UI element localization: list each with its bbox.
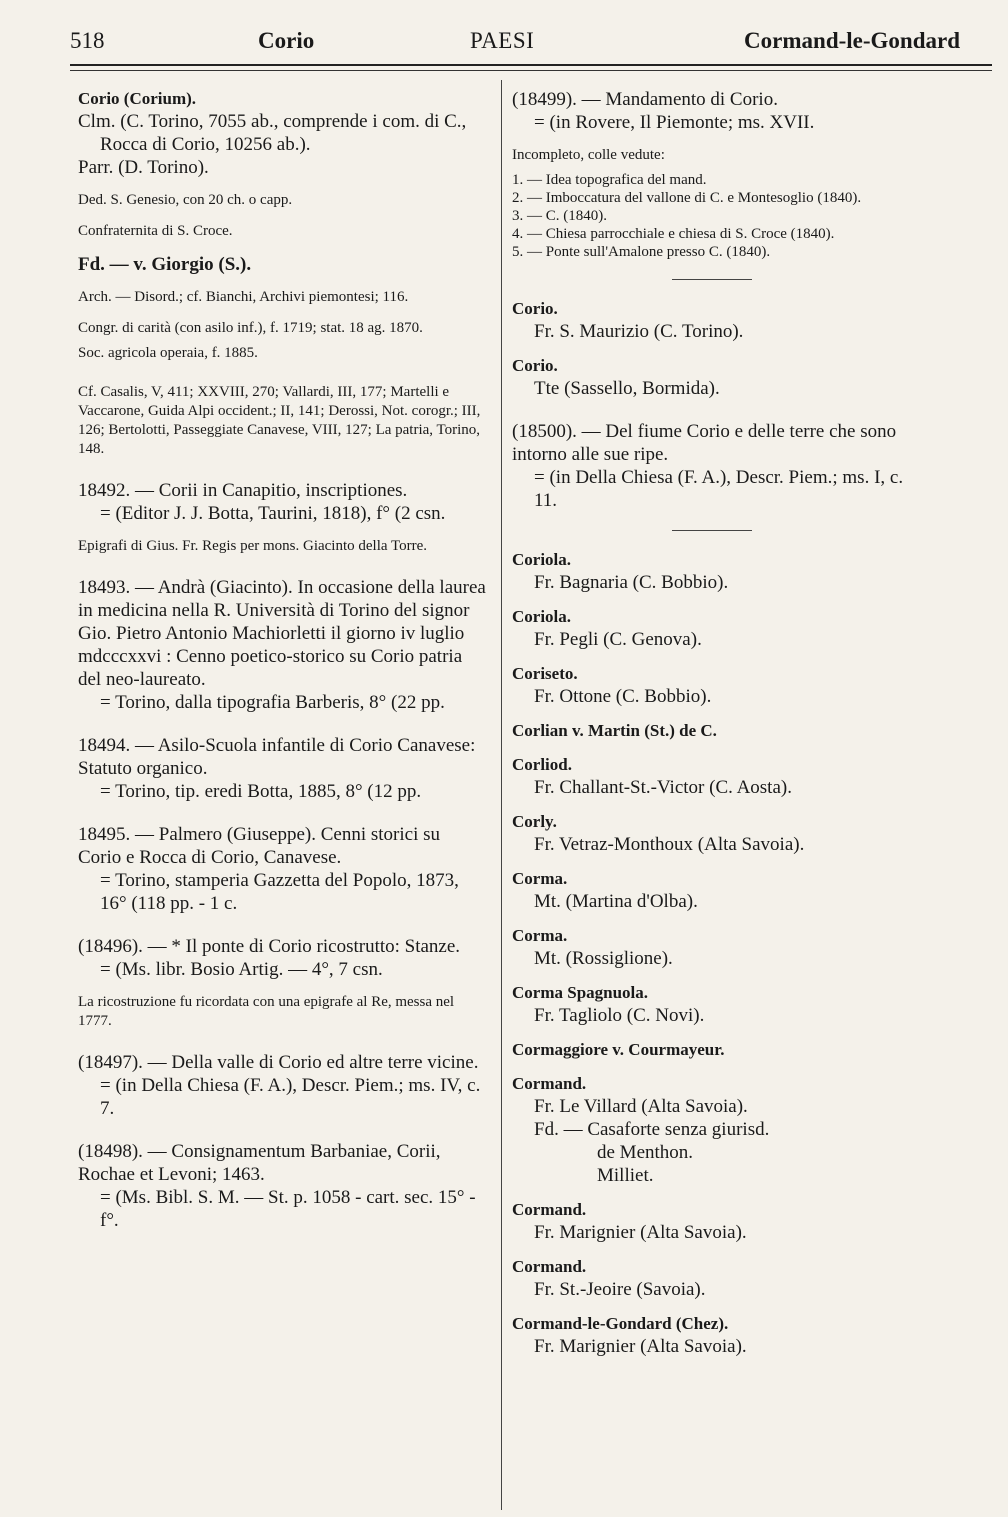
ded-line: Ded. S. Genesio, con 20 ch. o capp. xyxy=(78,192,293,208)
entry-18496: (18496). — * Il ponte di Corio ricostrutto: Stanze. xyxy=(78,936,461,957)
entry-18492-imprint: = (Editor J. J. Botta, Taurini, 1818), f° (2 csn. xyxy=(100,503,446,524)
place-body: Fr. Pegli (C. Genova). xyxy=(534,629,702,650)
list-item xyxy=(512,982,927,1027)
soc-line: Soc. agricola operaia, f. 1885. xyxy=(78,345,258,361)
right-running-title: Cormand-le-Gondard xyxy=(744,28,960,53)
places-list xyxy=(512,549,927,1061)
place-heading: Coriola. xyxy=(512,607,572,626)
entry-body: Tte (Sassello, Bormida). xyxy=(534,378,720,399)
entry-body: Fr. Marignier (Alta Savoia). xyxy=(534,1336,747,1357)
entry-heading: Corio (Corium). xyxy=(78,89,197,108)
entry-body: Milliet. xyxy=(597,1165,654,1186)
list-item xyxy=(512,754,927,799)
confraternita-line: Confraternita di S. Croce. xyxy=(78,223,233,239)
entry-18495-imprint: = Torino, stamperia Gazzetta del Popolo, 1873, 16° (118 pp. - 1 c. xyxy=(100,870,459,914)
list-item xyxy=(512,606,927,651)
list-item xyxy=(512,811,927,856)
running-header xyxy=(70,22,990,62)
entry-18496-note: La ricostruzione fu ricordata con una epigrafe al Re, messa nel 1777. xyxy=(78,994,455,1029)
entry-18497: (18497). — Della valle di Corio ed altre terre vicine. xyxy=(78,1052,479,1073)
list-item: 2. — Imboccatura del vallone di C. e Montesoglio (1840). xyxy=(512,190,862,206)
entry-18493-imprint: = Torino, dalla tipografia Barberis, 8° (22 pp. xyxy=(100,692,445,713)
list-item xyxy=(512,1039,927,1061)
place-heading: Coriseto. xyxy=(512,664,578,683)
list-item: 4. — Chiesa parrocchiale e chiesa di S. Croce (1840). xyxy=(512,226,835,242)
section-rule xyxy=(672,530,752,531)
entry-18499-intro: Incompleto, colle vedute: xyxy=(512,147,665,163)
header-rule-thick xyxy=(70,64,992,66)
header-rule-thin xyxy=(70,70,992,71)
list-item xyxy=(512,549,927,594)
place-heading: Coriola. xyxy=(512,550,572,569)
entry-heading: Corio. xyxy=(512,356,558,375)
list-item xyxy=(512,925,927,970)
entry-heading: Cormand. xyxy=(512,1200,587,1219)
entry-18498: (18498). — Consignamentum Barbaniae, Corii, Rochae et Levoni; 1463. xyxy=(78,1141,441,1185)
place-body: Fr. Tagliolo (C. Novi). xyxy=(534,1005,705,1026)
entry-18500-imprint: = (in Della Chiesa (F. A.), Descr. Piem.; ms. I, c. 11. xyxy=(534,467,904,511)
column-divider xyxy=(501,80,502,1510)
list-item: 1. — Idea topografica del mand. xyxy=(512,172,707,188)
center-running-title: PAESI xyxy=(470,28,535,53)
list-item: 3. — C. (1840). xyxy=(512,208,607,224)
entry-heading: Cormand. xyxy=(512,1074,587,1093)
congr-line: Congr. di carità (con asilo inf.), f. 1719; stat. 18 ag. 1870. xyxy=(78,320,423,336)
vedute-list xyxy=(512,171,927,261)
entry-body: Fr. Marignier (Alta Savoia). xyxy=(534,1222,747,1243)
place-heading: Corma. xyxy=(512,926,568,945)
entry-heading: Cormand-le-Gondard (Chez). xyxy=(512,1314,729,1333)
entry-18492: 18492. — Corii in Canapitio, inscriptiones. xyxy=(78,480,408,501)
entry-body: Fr. St.-Jeoire (Savoia). xyxy=(534,1279,706,1300)
section-rule xyxy=(672,279,752,280)
left-column xyxy=(78,88,488,1232)
entry-18498-imprint: = (Ms. Bibl. S. M. — St. p. 1058 - cart. sec. 15° - f°. xyxy=(100,1187,476,1231)
entry-body: Fr. Le Villard (Alta Savoia). xyxy=(534,1096,748,1117)
parr-line: Parr. (D. Torino). xyxy=(78,157,209,178)
place-heading: Corma Spagnuola. xyxy=(512,983,649,1002)
list-item xyxy=(512,720,927,742)
entry-18497-imprint: = (in Della Chiesa (F. A.), Descr. Piem.; ms. IV, c. 7. xyxy=(100,1075,481,1119)
right-column xyxy=(512,88,927,1358)
clm-line: Clm. (C. Torino, 7055 ab., comprende i com. di C., Rocca di Corio, 10256 ab.). xyxy=(78,111,467,155)
place-heading: Corliod. xyxy=(512,755,572,774)
place-body: Fr. Challant-St.-Victor (C. Aosta). xyxy=(534,777,792,798)
entry-18494: 18494. — Asilo-Scuola infantile di Corio Canavese: Statuto organico. xyxy=(78,735,476,779)
entry-body: de Menthon. xyxy=(597,1142,694,1163)
place-heading: Cormaggiore v. Courmayeur. xyxy=(512,1040,725,1059)
entry-18499: (18499). — Mandamento di Corio. xyxy=(512,89,778,110)
place-heading: Corma. xyxy=(512,869,568,888)
entry-heading: Corio. xyxy=(512,299,558,318)
entry-18492-note: Epigrafi di Gius. Fr. Regis per mons. Giacinto della Torre. xyxy=(78,538,428,554)
place-body: Mt. (Martina d'Olba). xyxy=(534,891,698,912)
entry-body: Fd. — Casaforte senza giurisd. xyxy=(534,1119,770,1140)
list-item xyxy=(512,868,927,913)
page-number: 518 xyxy=(70,28,105,53)
entry-18500: (18500). — Del fiume Corio e delle terre che sono intorno alle sue ripe. xyxy=(512,421,897,465)
place-body: Fr. Bagnaria (C. Bobbio). xyxy=(534,572,729,593)
place-body: Fr. Ottone (C. Bobbio). xyxy=(534,686,712,707)
entry-18493: 18493. — Andrà (Giacinto). In occasione della laurea in medicina nella R. Università di Torino del signor Gio. Pietro Antonio Machiorletti il giorno iv luglio mdcccxxvi : Cenno poetico-storico su Corio patria del neo-laureato. xyxy=(78,577,486,690)
place-heading: Corly. xyxy=(512,812,557,831)
entry-heading: Cormand. xyxy=(512,1257,587,1276)
entry-18495: 18495. — Palmero (Giuseppe). Cenni storici su Corio e Rocca di Corio, Canavese. xyxy=(78,824,441,868)
list-item xyxy=(512,663,927,708)
fd-line: Fd. — v. Giorgio (S.). xyxy=(78,254,252,275)
entry-18496-imprint: = (Ms. libr. Bosio Artig. — 4°, 7 csn. xyxy=(100,959,383,980)
place-body: Fr. Vetraz-Monthoux (Alta Savoia). xyxy=(534,834,805,855)
entry-18494-imprint: = Torino, tip. eredi Botta, 1885, 8° (12 pp. xyxy=(100,781,422,802)
entry-18499-imprint: = (in Rovere, Il Piemonte; ms. XVII. xyxy=(534,112,815,133)
place-body: Mt. (Rossiglione). xyxy=(534,948,673,969)
place-heading: Corlian v. Martin (St.) de C. xyxy=(512,721,717,740)
arch-line: Arch. — Disord.; cf. Bianchi, Archivi piemontesi; 116. xyxy=(78,289,409,305)
entry-body: Fr. S. Maurizio (C. Torino). xyxy=(534,321,744,342)
cf-references: Cf. Casalis, V, 411; XXVIII, 270; Vallardi, III, 177; Martelli e Vaccarone, Guida Alpi occident.; II, 141; Derossi, Not. corogr.; III, 126; Bertolotti, Passeggiate Canavese, VIII, 127; La patria, Torino, 148. xyxy=(78,384,481,457)
list-item: 5. — Ponte sull'Amalone presso C. (1840). xyxy=(512,244,771,260)
left-running-title: Corio xyxy=(258,28,315,53)
